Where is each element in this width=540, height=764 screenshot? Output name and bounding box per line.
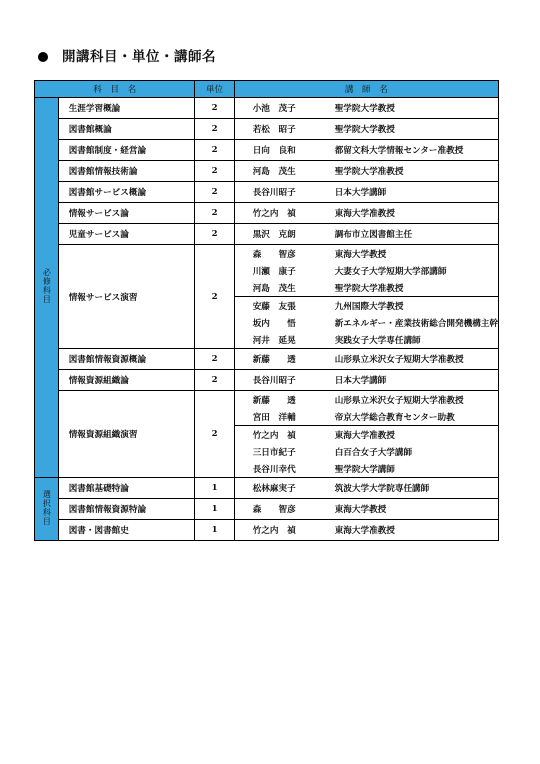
instructor-affiliation: 山形県立米沢女子短期大学准教授 <box>334 395 464 406</box>
instructor-group <box>235 182 498 202</box>
instructor-line <box>235 224 498 244</box>
instructor-group <box>235 161 498 181</box>
subject-cell: 情報サービス演習 <box>58 245 195 349</box>
category-elective <box>35 478 59 541</box>
instructor-group <box>235 349 498 369</box>
instructor-line <box>235 426 498 443</box>
instructor-cell <box>234 140 498 161</box>
instructor-affiliation: 聖学院大学教授 <box>334 104 395 114</box>
instructor-line <box>235 245 498 262</box>
instructor-name: 小池 茂子 <box>252 104 296 114</box>
subject-cell: 図書館情報資源特論 <box>58 499 195 520</box>
instructor-affiliation: 都留文科大学情報センター准教授 <box>334 146 464 156</box>
instructor-name: 長谷川昭子 <box>252 376 296 386</box>
course-row <box>35 520 499 541</box>
subject-cell: 図書館情報技術論 <box>58 161 195 182</box>
units-cell: 2 <box>195 161 234 182</box>
instructor-name: 森 智彦 <box>252 505 296 515</box>
instructor-affiliation: 日本大学講師 <box>334 376 387 386</box>
header-units: 単位 <box>195 81 234 98</box>
category-label: 選択科目 <box>42 489 52 526</box>
instructor-line <box>235 140 498 160</box>
instructor-affiliation: 実践女子大学専任講師 <box>334 335 421 346</box>
instructor-affiliation: 調布市立図書館主任 <box>334 230 413 240</box>
instructor-name: 竹之内 禎 <box>252 430 296 441</box>
instructor-cell <box>234 520 498 541</box>
course-row <box>35 391 499 478</box>
course-row <box>35 370 499 391</box>
instructor-cell <box>234 245 498 349</box>
instructor-cell <box>234 182 498 203</box>
subject-cell: 図書館サービス概論 <box>58 182 195 203</box>
course-row <box>35 349 499 370</box>
course-row <box>35 499 499 520</box>
units-cell: 2 <box>195 224 234 245</box>
instructor-name: 若松 昭子 <box>252 125 296 135</box>
subject-cell: 情報サービス論 <box>58 203 195 224</box>
instructor-affiliation: 聖学院大学教授 <box>334 125 395 135</box>
instructor-affiliation: 東海大学教授 <box>334 249 387 260</box>
instructor-group <box>235 296 498 348</box>
instructor-name: 森 智彦 <box>252 249 296 260</box>
subject-cell: 図書・図書館史 <box>58 520 195 541</box>
header-instructor: 講 師 名 <box>234 81 498 98</box>
instructor-affiliation: 大妻女子大学短期大学部講師 <box>334 266 447 277</box>
instructor-group <box>235 245 498 296</box>
instructor-affiliation: 聖学院大学准教授 <box>334 283 404 294</box>
instructor-cell <box>234 161 498 182</box>
units-cell: 2 <box>195 203 234 224</box>
instructor-name: 川瀬 康子 <box>252 266 296 277</box>
units-cell: 2 <box>195 349 234 370</box>
units-cell: 2 <box>195 245 234 349</box>
instructor-line <box>235 262 498 279</box>
instructor-affiliation: 筑波大学大学院専任講師 <box>334 484 430 494</box>
instructor-group <box>235 520 498 540</box>
category-required <box>35 98 59 478</box>
instructor-line <box>235 279 498 296</box>
instructor-cell <box>234 98 498 119</box>
instructor-line <box>235 182 498 202</box>
instructor-group <box>235 499 498 519</box>
subject-cell: 情報資源組織論 <box>58 370 195 391</box>
instructor-line <box>235 161 498 181</box>
instructor-affiliation: 東海大学准教授 <box>334 526 395 536</box>
instructor-affiliation: 山形県立米沢女子短期大学准教授 <box>334 355 464 365</box>
units-cell: 1 <box>195 520 234 541</box>
instructor-name: 長谷川幸代 <box>252 464 296 475</box>
instructor-affiliation: 聖学院大学講師 <box>334 464 395 475</box>
instructor-cell <box>234 203 498 224</box>
instructor-name: 坂内 悟 <box>252 318 296 329</box>
instructor-name: 河島 茂生 <box>252 167 296 177</box>
instructor-line <box>235 370 498 390</box>
instructor-group <box>235 119 498 139</box>
subject-cell: 生涯学習概論 <box>58 98 195 119</box>
units-cell: 2 <box>195 98 234 119</box>
instructor-group <box>235 140 498 160</box>
instructor-name: 河井 延晃 <box>252 335 296 346</box>
instructor-name: 松林麻実子 <box>252 484 296 494</box>
header-subject: 科 目 名 <box>35 81 195 98</box>
instructor-affiliation: 白百合女子大学講師 <box>334 447 413 458</box>
course-row <box>35 161 499 182</box>
subject-cell: 児童サービス論 <box>58 224 195 245</box>
instructor-line <box>235 203 498 223</box>
units-cell: 2 <box>195 370 234 391</box>
subject-cell: 図書館制度・経営論 <box>58 140 195 161</box>
instructor-name: 長谷川昭子 <box>252 188 296 198</box>
subject-cell: 情報資源組織演習 <box>58 391 195 478</box>
instructor-affiliation: 九州国際大学教授 <box>334 301 404 312</box>
subject-cell: 図書館概論 <box>58 119 195 140</box>
subject-cell: 図書館情報資源概論 <box>58 349 195 370</box>
instructor-cell <box>234 499 498 520</box>
units-cell: 1 <box>195 478 234 499</box>
instructor-group <box>235 224 498 244</box>
instructor-line <box>235 98 498 118</box>
units-cell: 2 <box>195 140 234 161</box>
course-table <box>34 80 499 541</box>
course-row <box>35 224 499 245</box>
course-row <box>35 245 499 349</box>
instructor-line <box>235 499 498 519</box>
units-cell: 2 <box>195 391 234 478</box>
instructor-name: 安藤 友張 <box>252 301 296 312</box>
instructor-group <box>235 478 498 498</box>
instructor-cell <box>234 478 498 499</box>
units-cell: 1 <box>195 499 234 520</box>
instructor-affiliation: 東海大学准教授 <box>334 430 395 441</box>
course-row <box>35 98 499 119</box>
instructor-line <box>235 314 498 331</box>
instructor-line <box>235 349 498 369</box>
instructor-line <box>235 460 498 477</box>
instructor-affiliation: 東海大学教授 <box>334 505 387 515</box>
page-title <box>38 45 216 65</box>
instructor-name: 新藤 透 <box>252 355 296 365</box>
instructor-name: 三日市紀子 <box>252 447 296 458</box>
instructor-name: 竹之内 禎 <box>252 209 296 219</box>
instructor-cell <box>234 391 498 478</box>
header-row <box>35 81 499 98</box>
units-cell: 2 <box>195 182 234 203</box>
course-row <box>35 203 499 224</box>
instructor-line <box>235 520 498 540</box>
instructor-affiliation: 新エネルギー・産業技術総合開発機構主幹 <box>334 318 498 329</box>
category-label: 必修科目 <box>42 268 52 304</box>
instructor-name: 宮田 洋輔 <box>252 412 296 423</box>
instructor-group <box>235 370 498 390</box>
instructor-line <box>235 408 498 425</box>
course-row <box>35 182 499 203</box>
course-row <box>35 478 499 499</box>
instructor-line <box>235 443 498 460</box>
instructor-group <box>235 98 498 118</box>
instructor-line <box>235 391 498 408</box>
title-text: 開講科目・単位・講師名 <box>62 49 216 65</box>
instructor-cell <box>234 224 498 245</box>
instructor-line <box>235 297 498 314</box>
instructor-affiliation: 帝京大学総合教育センター助教 <box>334 412 455 423</box>
instructor-affiliation: 日本大学講師 <box>334 188 387 198</box>
subject-cell: 図書館基礎特論 <box>58 478 195 499</box>
instructor-name: 河島 茂生 <box>252 283 296 294</box>
instructor-cell <box>234 119 498 140</box>
course-row <box>35 140 499 161</box>
instructor-name: 黒沢 克朗 <box>252 230 296 240</box>
instructor-cell <box>234 370 498 391</box>
instructor-affiliation: 聖学院大学准教授 <box>334 167 404 177</box>
instructor-group <box>235 203 498 223</box>
instructor-name: 日向 良和 <box>252 146 296 156</box>
instructor-group <box>235 391 498 425</box>
instructor-name: 竹之内 禎 <box>252 526 296 536</box>
instructor-line <box>235 478 498 498</box>
course-row <box>35 119 499 140</box>
instructor-affiliation: 東海大学准教授 <box>334 209 395 219</box>
instructor-line <box>235 331 498 348</box>
bullet-icon <box>38 52 48 62</box>
instructor-name: 新藤 透 <box>252 395 296 406</box>
instructor-cell <box>234 349 498 370</box>
units-cell: 2 <box>195 119 234 140</box>
instructor-group <box>235 425 498 477</box>
instructor-line <box>235 119 498 139</box>
